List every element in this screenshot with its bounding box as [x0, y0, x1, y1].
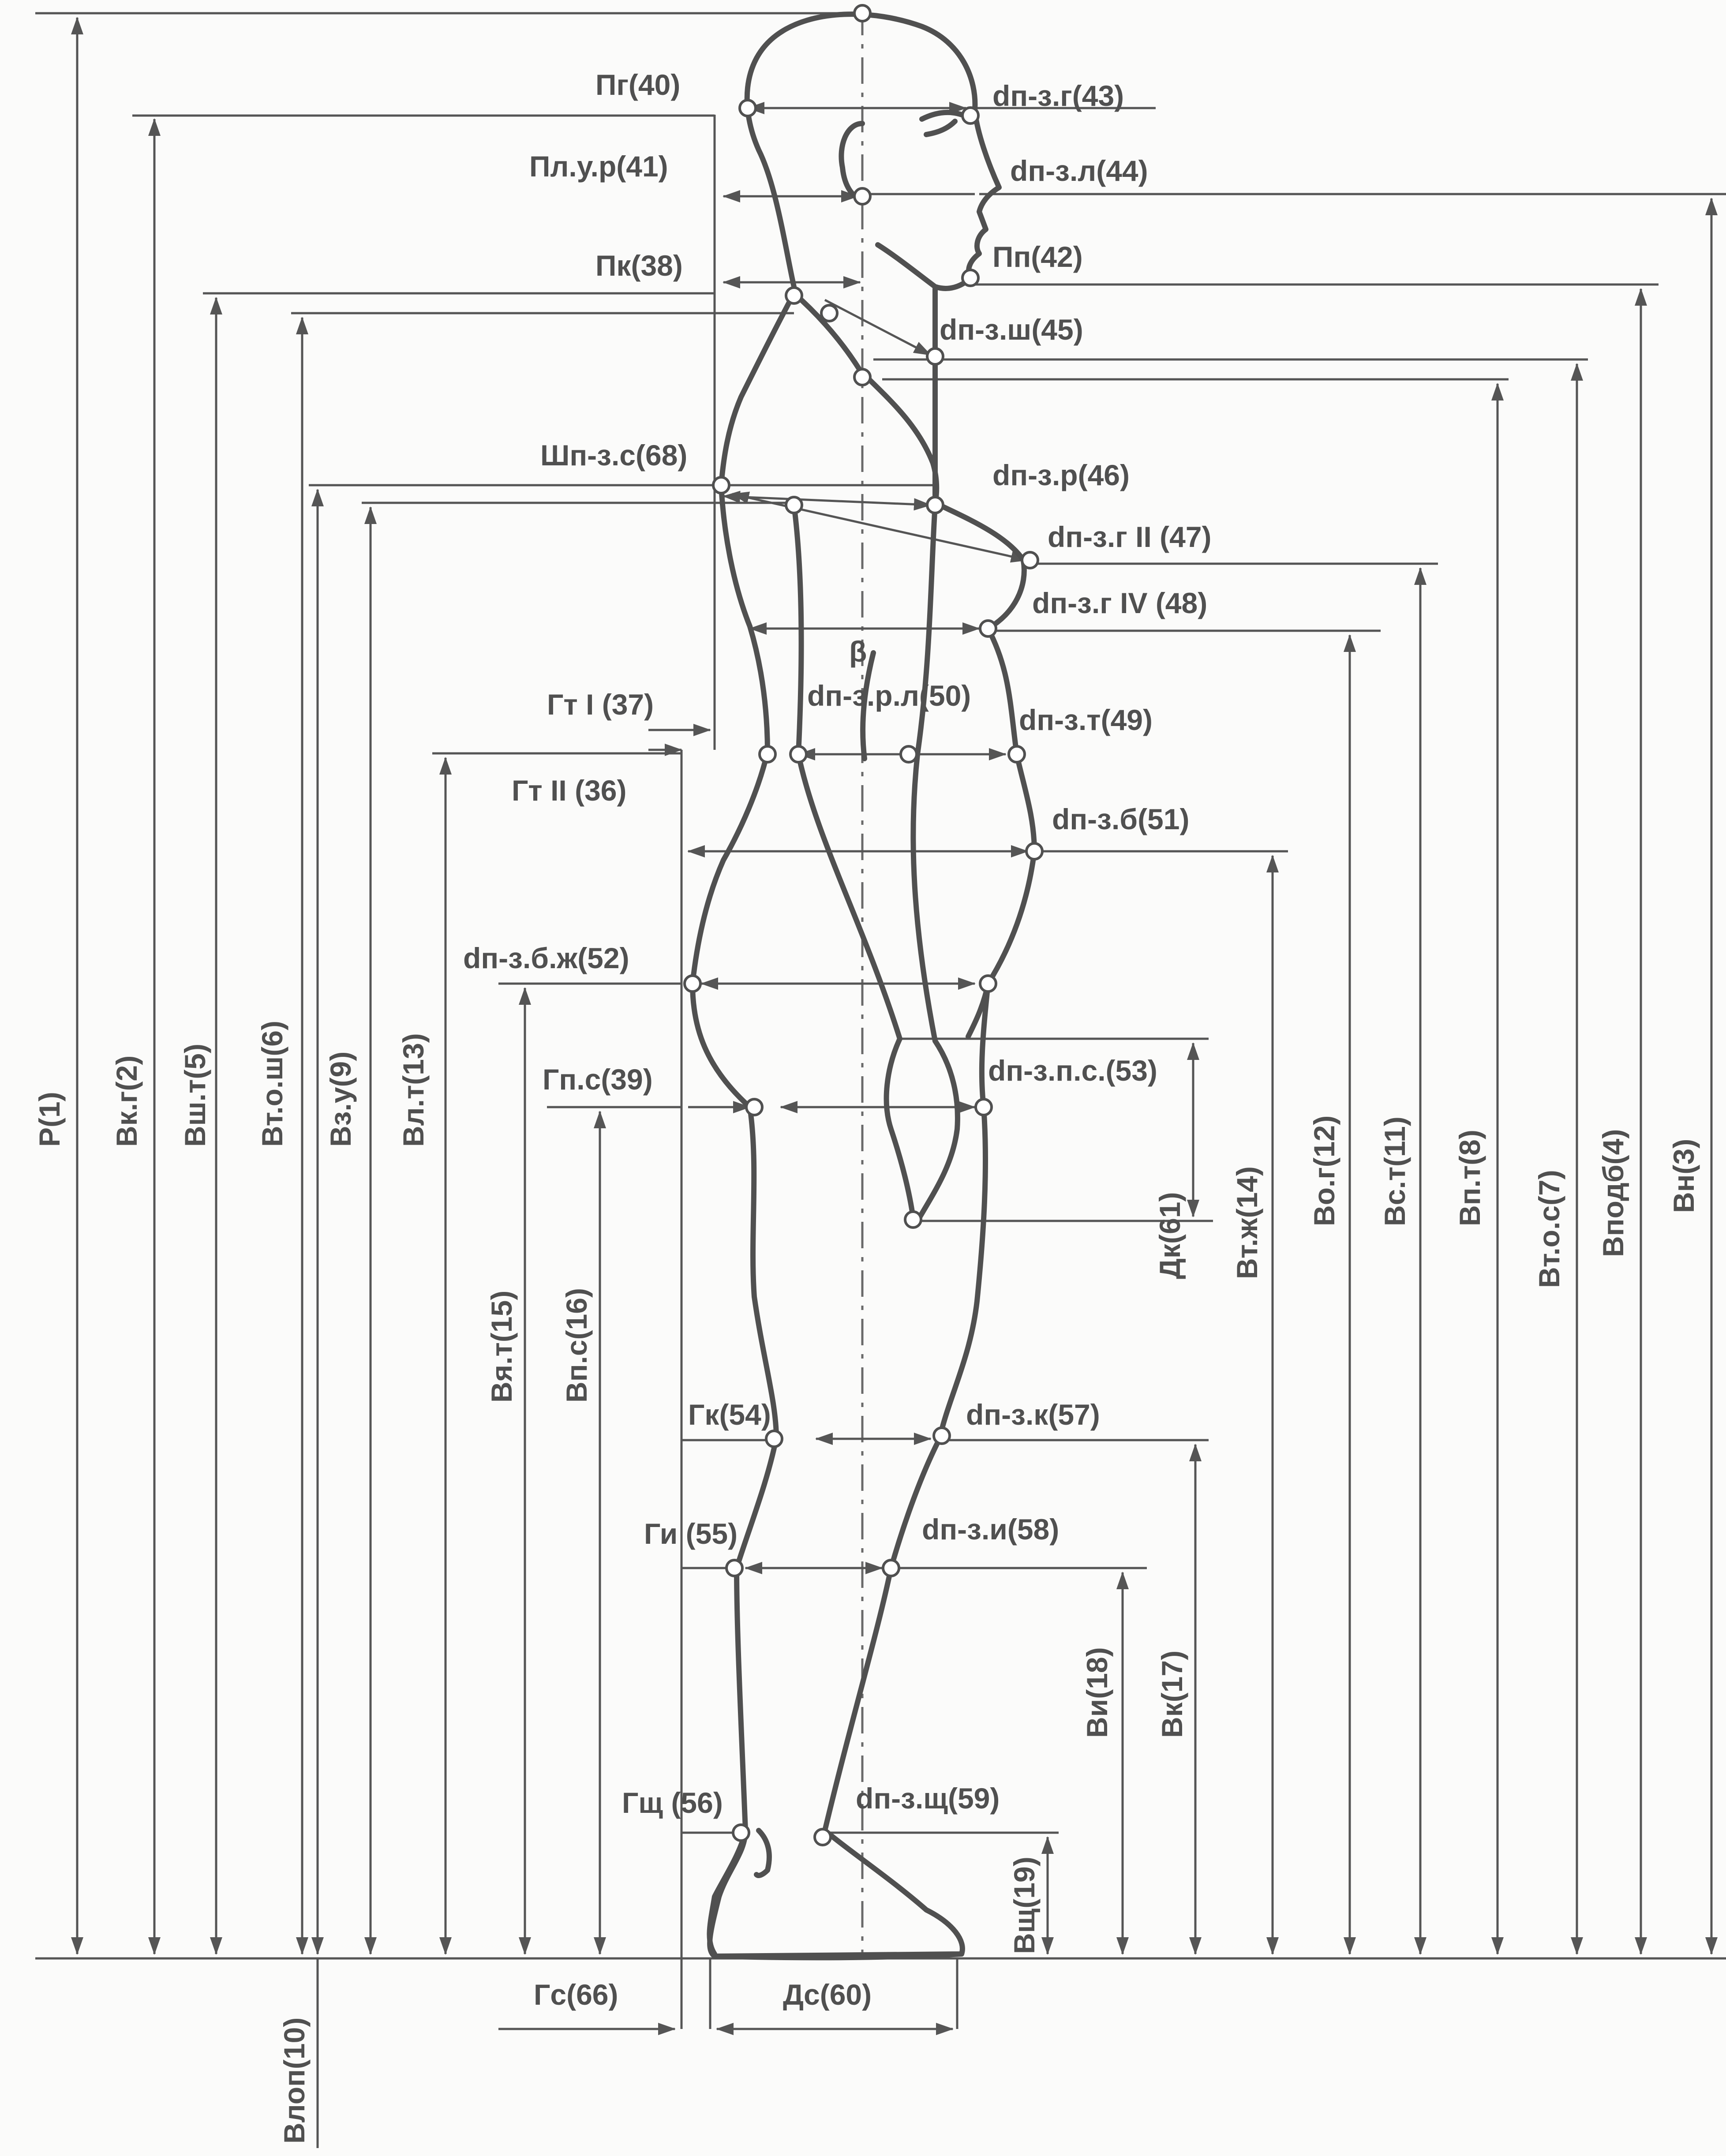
point-neck-side [821, 305, 837, 321]
vlabel-vya-t: Вя.т(15) [485, 1290, 518, 1403]
foot-outline [710, 1830, 962, 1958]
point-hip-front [980, 976, 996, 992]
vlabel-vt-o-sh: Вт.о.ш(6) [256, 1021, 288, 1147]
vlabel-r1: Р(1) [33, 1092, 66, 1147]
point-ankle-back [733, 1825, 749, 1841]
point-armpit-front [927, 497, 943, 513]
vlabel-vt-zh: Вт.ж(14) [1231, 1166, 1263, 1279]
vlabel-vz-u: Вз.у(9) [324, 1051, 357, 1147]
vlabel-vsh-t: Вш.т(5) [179, 1044, 211, 1147]
label-dp-z-k: dп-з.к(57) [966, 1398, 1100, 1431]
back-outline [693, 293, 794, 1954]
vertical-labels [33, 1021, 1700, 2144]
point-thigh-back [746, 1099, 762, 1115]
point-arm-waist [901, 746, 917, 762]
label-gt1: Гт I (37) [547, 688, 654, 721]
vlabel-vt-o-s: Вт.о.с(7) [1533, 1170, 1565, 1288]
point-fingertip [905, 1212, 921, 1228]
label-gi: Ги (55) [644, 1517, 738, 1550]
eye-outline [922, 112, 962, 135]
label-dp-z-i: dп-з.и(58) [922, 1513, 1060, 1546]
arm-front-outline [794, 505, 900, 1039]
vlabel-vk17: Вк(17) [1156, 1650, 1188, 1738]
vlabel-vp-s: Вп.с(16) [560, 1288, 593, 1403]
vlabel-vn: Вн(3) [1667, 1138, 1700, 1213]
vlabel-vk-g: Вк.г(2) [110, 1055, 143, 1147]
point-ear [854, 188, 870, 204]
label-gshch: Гщ (56) [622, 1786, 723, 1819]
label-dp-z-sh: dп-з.ш(45) [940, 313, 1083, 346]
point-calf-back [726, 1560, 742, 1576]
label-gt2: Гт II (36) [512, 774, 627, 807]
right-dimensions [829, 194, 1726, 1954]
point-forehead [962, 108, 978, 124]
vlabel-dk: Дк(61) [1153, 1192, 1186, 1279]
point-head-back [740, 100, 756, 116]
vlabel-vpodb: Вподб(4) [1597, 1129, 1629, 1257]
point-vertex [854, 5, 870, 21]
label-dp-z-r: dп-з.р(46) [992, 459, 1130, 491]
label-dp-z-b-zh: dп-з.б.ж(52) [463, 942, 629, 974]
vlabel-vlop: Влоп(10) [278, 2017, 311, 2144]
point-underbust [980, 621, 996, 636]
point-shoulder [854, 369, 870, 385]
point-armpit-back [786, 497, 802, 513]
label-dp-z-p-s: dп-з.п.с.(53) [988, 1054, 1157, 1087]
point-calf-front [883, 1560, 899, 1576]
point-belly [1026, 843, 1042, 859]
label-shp-z-s: Шп-з.с(68) [540, 439, 688, 472]
vlabel-vi: Ви(18) [1081, 1647, 1113, 1738]
head-outline [747, 14, 999, 288]
label-dp-z-g4: dп-з.г IV (48) [1032, 587, 1208, 619]
label-gs: Гс(66) [534, 1978, 618, 2011]
vlabel-vp-t: Вп.т(8) [1453, 1130, 1486, 1226]
point-knee-back [766, 1431, 782, 1447]
label-pg: Пг(40) [595, 68, 681, 101]
label-dp-z-g2: dп-з.г II (47) [1048, 520, 1212, 553]
label-gk: Гк(54) [688, 1398, 771, 1431]
label-dp-z-r-l: dп-з.р.л(50) [807, 679, 971, 712]
label-pl-u-r: Пл.у.р(41) [529, 150, 668, 183]
label-dp-z-shch: dп-з.щ(59) [856, 1782, 1000, 1815]
point-hip-back [685, 976, 700, 992]
point-knee-front [934, 1428, 950, 1444]
point-thigh-front [976, 1099, 992, 1115]
point-waist-front [1009, 746, 1025, 762]
reference-lines [35, 9, 1726, 2029]
vlabel-vl-t13: Вл.т(13) [397, 1033, 430, 1147]
point-neck-back [786, 288, 802, 303]
label-dp-z-l: dп-з.л(44) [1010, 154, 1148, 187]
label-pp: Пп(42) [992, 240, 1083, 273]
point-neck-front [927, 348, 943, 364]
label-beta: β [849, 635, 867, 668]
point-bust [1022, 552, 1038, 568]
front-outline [715, 289, 1034, 1956]
label-gp-s: Гп.с(39) [543, 1063, 653, 1096]
label-dp-z-t: dп-з.т(49) [1019, 704, 1153, 736]
label-dp-z-b: dп-з.б(51) [1052, 803, 1190, 835]
point-back-shoulder [713, 477, 729, 493]
label-dp-z-g: dп-з.г(43) [992, 79, 1124, 112]
point-waist-inner [790, 746, 806, 762]
label-ds: Дс(60) [783, 1978, 872, 2011]
point-ankle-front [815, 1829, 831, 1845]
hand-outline [887, 1039, 958, 1221]
label-pk: Пк(38) [595, 249, 683, 282]
vlabel-vo-g: Во.г(12) [1308, 1115, 1340, 1226]
vlabel-vs-t: Вс.т(11) [1378, 1116, 1411, 1226]
point-waist-back [760, 746, 775, 762]
point-chin [962, 270, 978, 286]
vlabel-vshch: Вщ(19) [1008, 1857, 1041, 1954]
ankle-detail [756, 1830, 769, 1875]
ear-outline [841, 124, 862, 198]
